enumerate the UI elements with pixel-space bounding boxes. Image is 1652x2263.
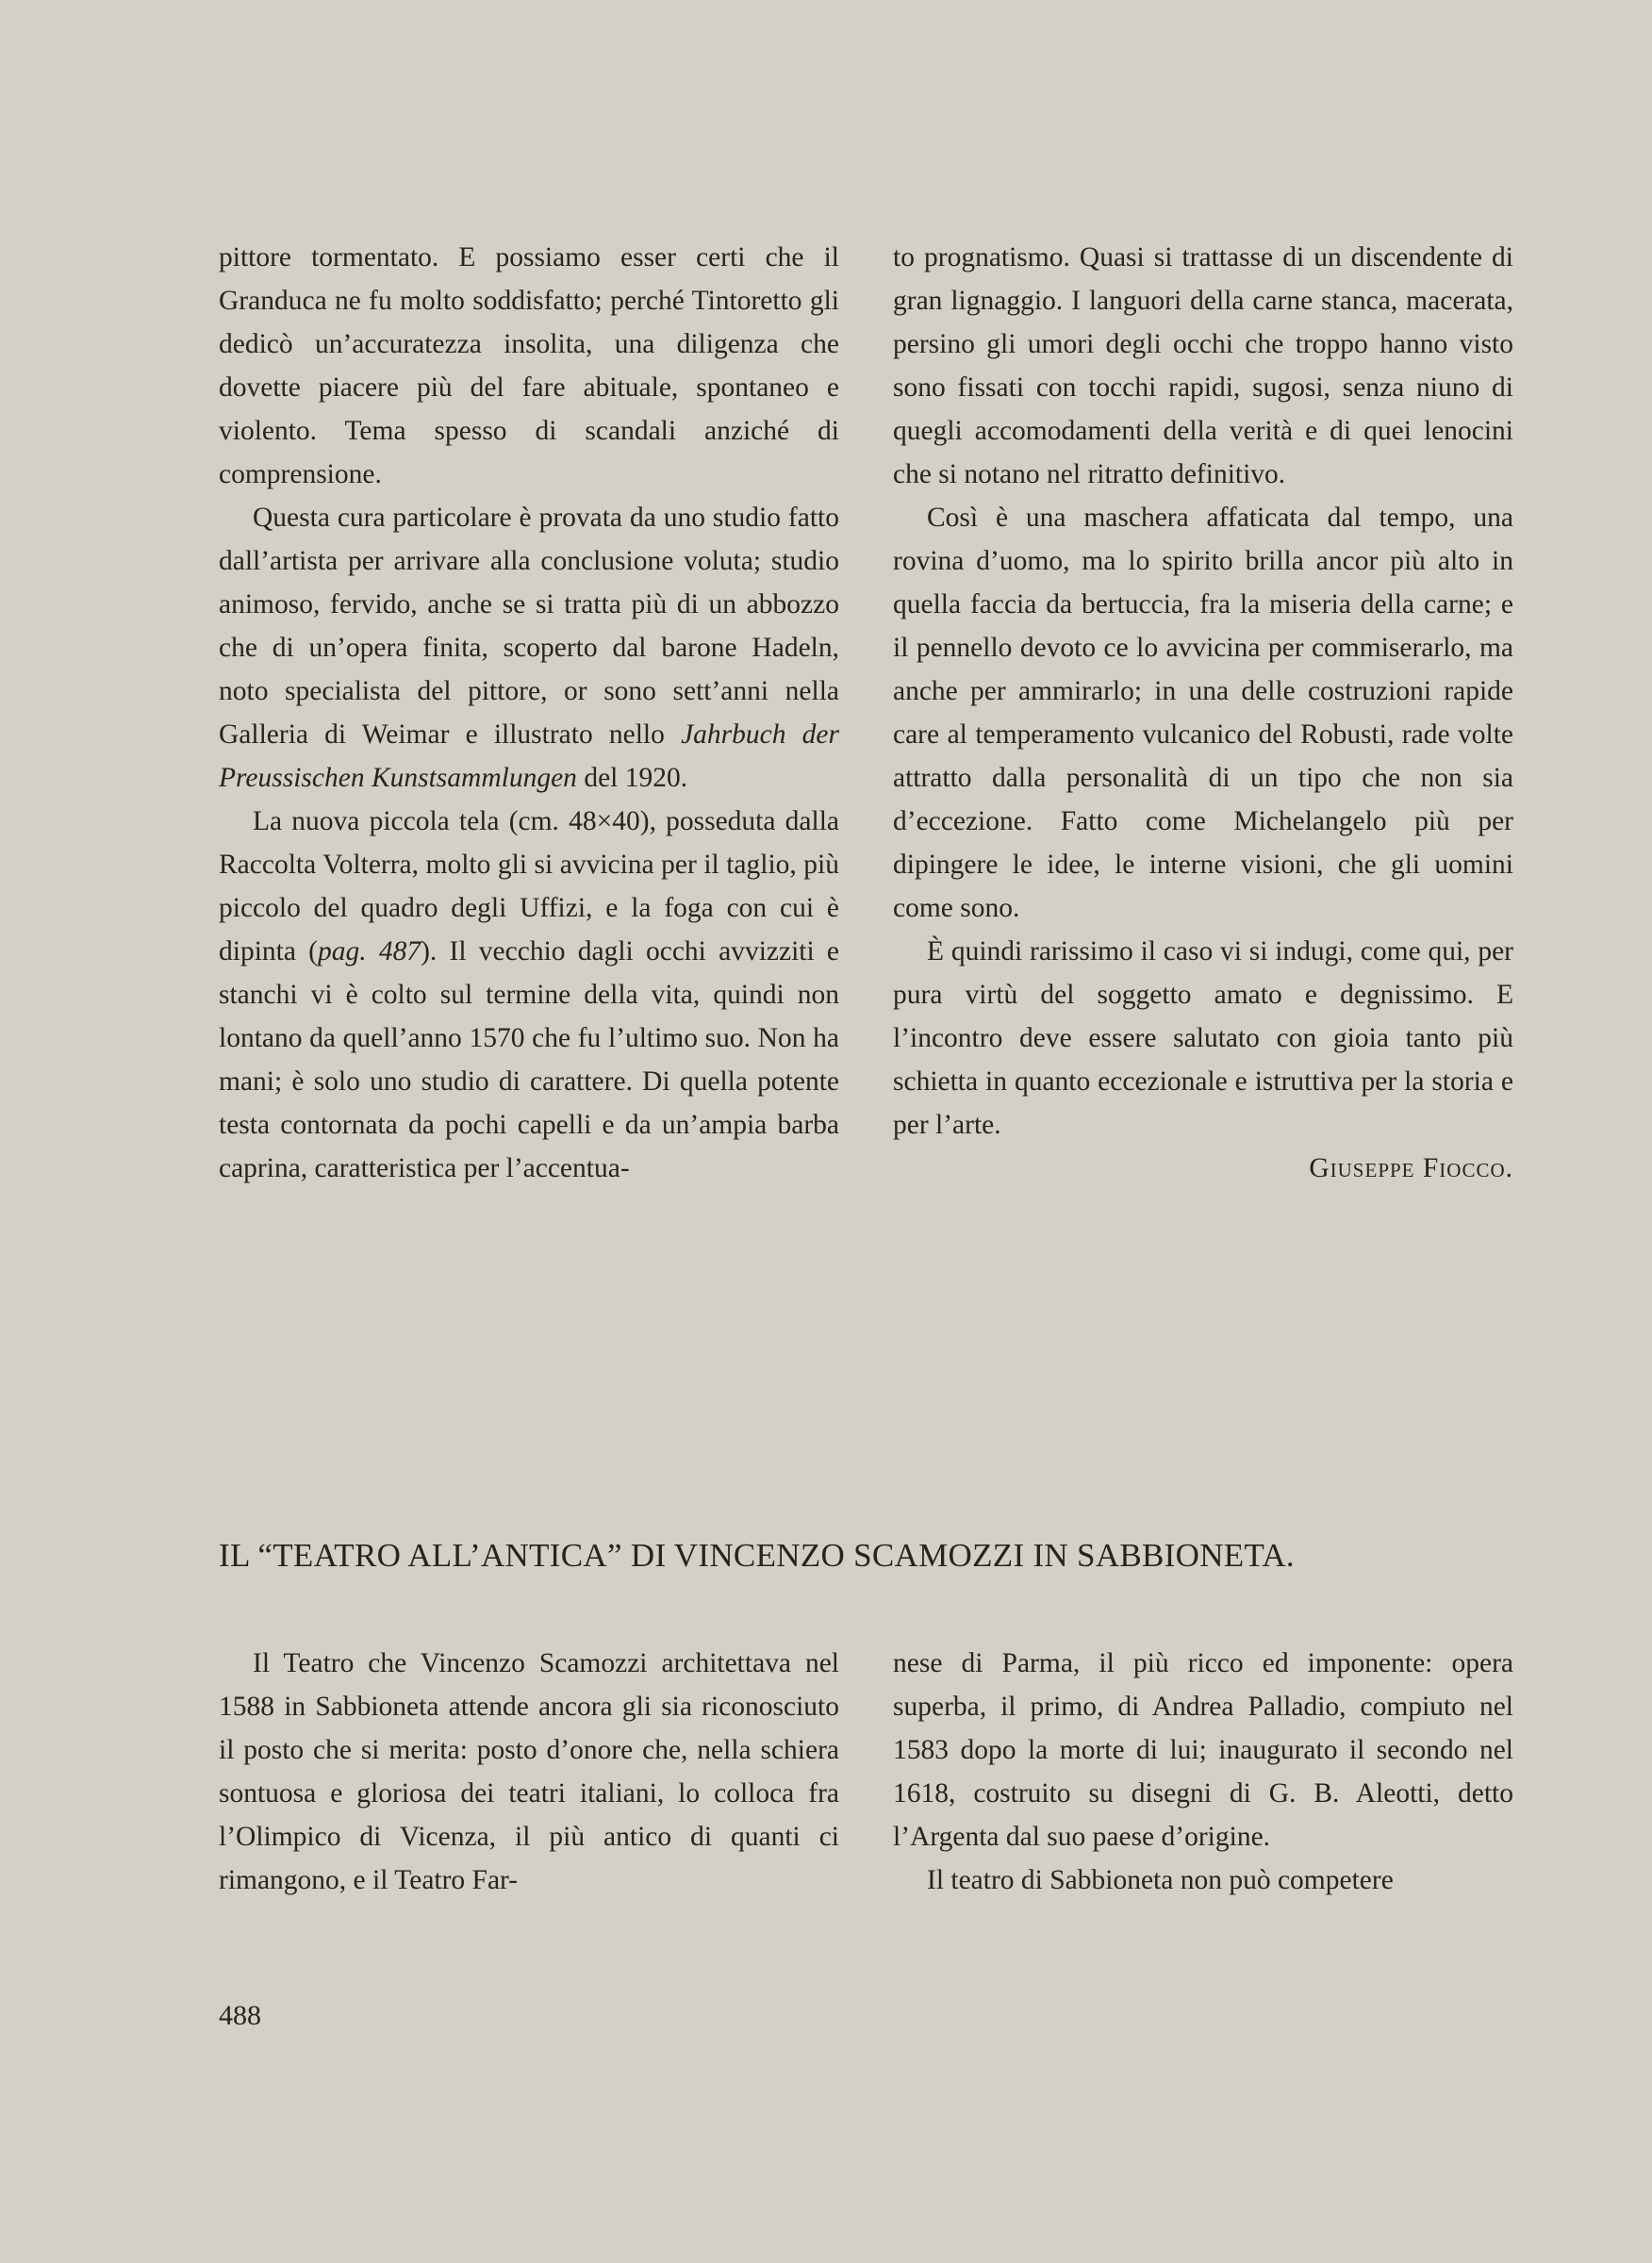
page-number: 488: [219, 2000, 261, 2031]
paragraph-text: Questa cura particolare è provata da uno studio fatto dall’artista per arrivare alla conclusione voluta; studio animoso, fervido, anche se si tratta più di un abbozzo che di un’opera finita, scoperto dal barone Hadeln, noto specialista del pittore, or sono sett’anni nella Galleria di Weimar e illustrato nello: [219, 503, 839, 750]
article2-column-right: [893, 1642, 1513, 1902]
paragraph: pittore tormentato. E possiamo esser certi che il Granduca ne fu molto soddisfatto; perché Tintoretto gli dedicò un’accuratezza insolita, una diligenza che dovette piacere più del fare abituale, spontaneo e violento. Tema spesso di scandali anziché di comprensione.: [219, 242, 839, 489]
author-signature: Giuseppe Fiocco.: [1309, 1153, 1513, 1183]
paragraph: [219, 496, 839, 800]
paragraph: Il Teatro che Vincenzo Scamozzi architettava nel 1588 in Sabbioneta attende ancora gli sia riconosciuto il posto che si merita: posto d’onore che, nella schiera sontuosa e gloriosa dei teatri italiani, lo colloca fra l’Olimpico di Vicenza, il più antico di quanti ci rimangono, e il Teatro Far-: [219, 1648, 839, 1895]
paragraph: [219, 800, 839, 1190]
paragraph: Il teatro di Sabbioneta non può competere: [927, 1865, 1394, 1895]
article1-column-right: [893, 236, 1513, 1190]
paragraph-text: del 1920.: [584, 763, 688, 793]
journal-title: Jahrbuch der Preussischen Kunstsammlungen: [219, 719, 839, 793]
section-title: IL “TEATRO ALL’ANTICA” DI VINCENZO SCAMOZZI IN SABBIONETA.: [219, 1537, 1295, 1574]
article1-column-left: [219, 236, 839, 1190]
paragraph-text: ). Il vecchio dagli occhi avvizziti e stanchi vi è colto sul termine della vita, quindi non lontano da quell’anno 1570 che fu l’ultimo suo. Non ha mani; è solo uno studio di carattere. Di quella potente testa contornata da pochi capelli e da un’ampia barba caprina, caratteristica per l’accentua-: [219, 936, 839, 1183]
page-reference: pag. 487: [318, 936, 421, 966]
article2-column-left: [219, 1642, 839, 1902]
paragraph: Così è una maschera affaticata dal tempo, una rovina d’uomo, ma lo spirito brilla ancor più alto in quella faccia da bertuccia, fra la miseria della carne; e il pennello devoto ce lo avvicina per commiserarlo, ma anche per ammirarlo; in una delle costruzioni rapide care al temperamento vulcanico del Robusti, rade volte attratto dalla personalità di un tipo che non sia d’eccezione. Fatto come Michelangelo più per dipingere le idee, le interne visioni, che gli uomini come sono.: [893, 503, 1513, 923]
paragraph-text: La nuova piccola tela (cm. 48×40), posseduta dalla Raccolta Volterra, molto gli si avvicina per il taglio, più piccolo del quadro degli Uffizi, e la foga con cui è dipinta (: [219, 806, 839, 966]
paragraph: to prognatismo. Quasi si trattasse di un discendente di gran lignaggio. I languori della carne stanca, macerata, persino gli umori degli occhi che troppo hanno visto sono fissati con tocchi rapidi, sugosi, senza niuno di quegli accomodamenti della verità e di quei lenocini che si notano nel ritratto definitivo.: [893, 242, 1513, 489]
paragraph: nese di Parma, il più ricco ed imponente: opera superba, il primo, di Andrea Palladio, compiuto nel 1583 dopo la morte di lui; inaugurato il secondo nel 1618, costruito su disegni di G. B. Aleotti, detto l’Argenta dal suo paese d’origine.: [893, 1648, 1513, 1852]
paragraph: È quindi rarissimo il caso vi si indugi, come qui, per pura virtù del soggetto amato e degnissimo. E l’incontro deve essere salutato con gioia tanto più schietta in quanto eccezionale e istruttiva per la storia e per l’arte.: [893, 936, 1513, 1140]
